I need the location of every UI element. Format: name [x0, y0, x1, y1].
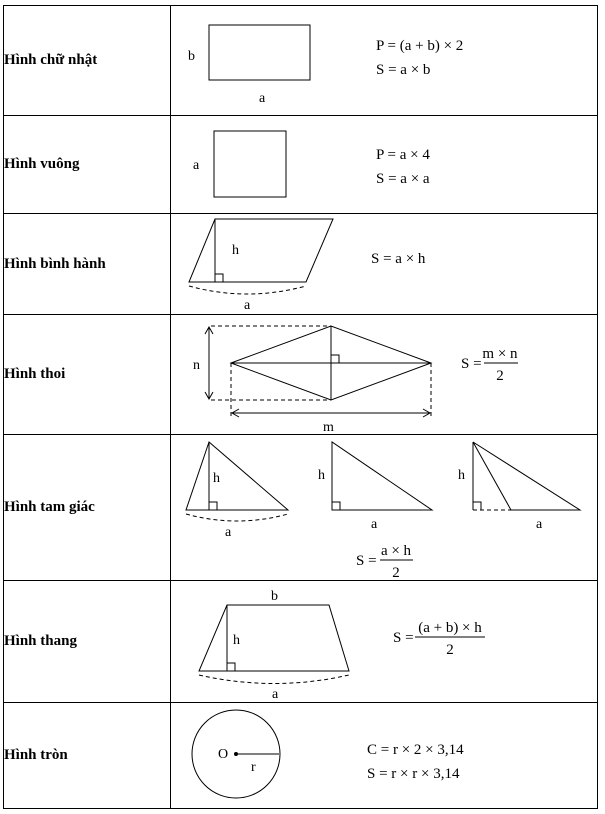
row-trapezoid [4, 581, 598, 703]
triangle-right-height-label: h [318, 467, 325, 483]
rhombus-n-dimension-arrow [205, 327, 213, 399]
triangle-right-base-label: a [371, 516, 378, 532]
trapezoid-height-label: h [233, 632, 240, 648]
rectangle-side-b-label: b [188, 48, 195, 64]
figure-cell-parallelogram [171, 214, 598, 315]
triangle-obtuse-right-angle-mark [473, 502, 481, 510]
circle-radius-label: r [251, 759, 256, 775]
rhombus-n-label: n [193, 357, 200, 373]
triangle-figure [171, 436, 599, 580]
triangle-acute-shape [186, 442, 288, 510]
triangle-obtuse [458, 442, 580, 532]
triangle-right-shape [332, 442, 432, 510]
triangle-formula-numerator: a × h [380, 542, 412, 559]
shape-name-circle: Hình tròn [4, 703, 171, 809]
triangle-obtuse-base-label: a [536, 516, 543, 532]
row-rhombus [4, 315, 598, 435]
rhombus-formula-numerator: m × n [482, 345, 518, 362]
circle-center-dot [234, 752, 238, 756]
triangle-right [318, 442, 432, 532]
figure-cell-triangle [171, 435, 598, 581]
row-parallelogram [4, 214, 598, 315]
triangle-acute-height-label: h [213, 470, 220, 486]
parallelogram-right-angle-mark [215, 274, 223, 282]
trapezoid-right-angle-mark [227, 663, 235, 671]
trapezoid-shape [199, 605, 349, 671]
triangle-formula-denominator: 2 [392, 564, 400, 580]
parallelogram-shape [189, 219, 333, 282]
shape-name-rhombus: Hình thoi [4, 315, 171, 435]
triangle-obtuse-height-label: h [458, 467, 465, 483]
parallelogram-figure [171, 215, 599, 314]
rectangle-area-formula: S = a × b [376, 61, 431, 78]
trapezoid-formula-numerator: (a + b) × h [418, 619, 482, 636]
parallelogram-area-formula: S = a × h [371, 250, 426, 267]
trapezoid-base-brace [199, 675, 349, 684]
trapezoid-formula-prefix: S = [393, 629, 414, 646]
trapezoid-top-base-label: b [271, 588, 278, 604]
rectangle-perimeter-formula: P = (a + b) × 2 [376, 37, 464, 54]
square-side-a-label: a [193, 157, 200, 173]
rhombus-formula-denominator: 2 [496, 367, 504, 384]
row-rectangle [4, 6, 598, 116]
figure-cell-rhombus [171, 315, 598, 435]
row-circle [4, 703, 598, 809]
triangle-acute-base-label: a [225, 524, 232, 540]
triangle-acute [186, 442, 288, 540]
rhombus-figure [171, 316, 599, 434]
shape-name-square: Hình vuông [4, 116, 171, 214]
formula-table [3, 5, 598, 809]
circle-figure [171, 704, 599, 808]
square-figure [171, 117, 599, 213]
triangle-right-right-angle-mark [332, 502, 340, 510]
row-square [4, 116, 598, 214]
rectangle-shape [209, 25, 310, 80]
parallelogram-base-brace [189, 286, 306, 294]
circle-circumference-formula: C = r × 2 × 3,14 [367, 741, 464, 758]
triangle-acute-base-brace [186, 514, 288, 521]
trapezoid-figure [171, 582, 599, 702]
square-perimeter-formula: P = a × 4 [376, 146, 430, 163]
rhombus-right-angle-mark [331, 355, 339, 363]
figure-cell-rectangle [171, 6, 598, 116]
parallelogram-height-label: h [232, 242, 239, 258]
shape-name-parallelogram: Hình bình hành [4, 214, 171, 315]
rhombus-m-label: m [323, 419, 334, 434]
rectangle-side-a-label: a [259, 90, 266, 106]
shape-name-triangle: Hình tam giác [4, 435, 171, 581]
square-area-formula: S = a × a [376, 170, 430, 187]
circle-area-formula: S = r × r × 3,14 [367, 765, 460, 782]
figure-cell-circle [171, 703, 598, 809]
square-shape [214, 131, 286, 197]
figure-cell-square [171, 116, 598, 214]
rhombus-dashed-box [211, 326, 431, 416]
trapezoid-formula-denominator: 2 [446, 641, 454, 658]
trapezoid-bottom-base-label: a [272, 686, 279, 702]
rectangle-figure [171, 7, 599, 115]
shape-name-rectangle: Hình chữ nhật [4, 6, 171, 116]
shape-name-trapezoid: Hình thang [4, 581, 171, 703]
rhombus-formula-prefix: S = [461, 355, 482, 372]
figure-cell-trapezoid [171, 581, 598, 703]
triangle-acute-right-angle-mark [209, 502, 217, 510]
triangle-obtuse-shape [473, 442, 580, 510]
parallelogram-base-label: a [244, 297, 251, 313]
rhombus-m-dimension-arrow [232, 409, 430, 417]
circle-center-label: O [218, 746, 229, 762]
row-triangle [4, 435, 598, 581]
triangle-formula-prefix: S = [356, 552, 377, 569]
